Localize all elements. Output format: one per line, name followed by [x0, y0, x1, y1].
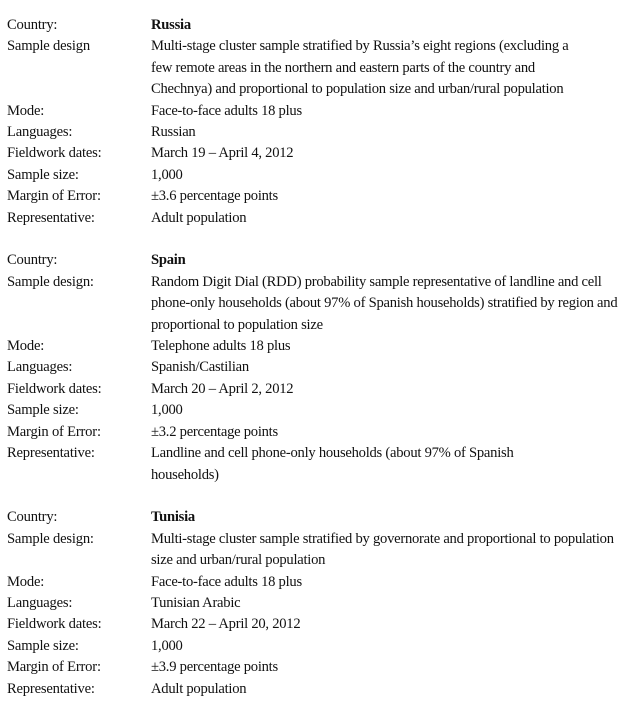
row-fieldwork-dates	[7, 379, 622, 400]
field-value: Adult population	[151, 209, 247, 226]
row-languages	[7, 122, 622, 143]
field-value: 1,000	[151, 402, 183, 419]
survey-block-russia	[7, 15, 622, 229]
field-value: ±3.6 percentage points	[151, 188, 278, 205]
field-label: Country:	[7, 252, 58, 269]
field-label: Country:	[7, 17, 58, 33]
row-representative	[7, 208, 622, 229]
country-name: Russia	[151, 17, 191, 33]
row-country	[7, 250, 622, 271]
field-value: Landline and cell phone-only households (about 97% of Spanish households)	[151, 445, 514, 483]
field-value: 1,000	[151, 166, 183, 183]
row-sample-design	[7, 36, 622, 100]
field-label: Fieldwork dates:	[7, 145, 102, 162]
survey-block-spain	[7, 250, 622, 485]
field-value: Face-to-face adults 18 plus	[151, 102, 302, 119]
row-languages	[7, 593, 622, 614]
field-label: Sample size:	[7, 637, 79, 654]
row-fieldwork-dates	[7, 143, 622, 164]
field-label: Fieldwork dates:	[7, 380, 102, 397]
row-representative	[7, 443, 622, 486]
field-value: Multi-stage cluster sample stratified by Russia’s eight regions (excluding a few remote areas in the northern and eastern parts of the country and Chechnya) and proportional to population size and urban/rural population	[151, 38, 569, 98]
field-label: Fieldwork dates:	[7, 616, 102, 633]
survey-methodology-document	[7, 15, 622, 721]
row-sample-design	[7, 272, 622, 336]
field-label: Sample size:	[7, 402, 79, 419]
field-value: March 19 – April 4, 2012	[151, 145, 294, 162]
row-representative	[7, 679, 622, 700]
field-label: Languages:	[7, 594, 73, 611]
field-value: Adult population	[151, 680, 247, 697]
field-value: Random Digit Dial (RDD) probability sample representative of landline and cell phone-only households (about 97% of Spanish households) stratified by region and proportional to population size	[151, 273, 618, 333]
row-margin-of-error	[7, 657, 622, 678]
row-languages	[7, 357, 622, 378]
country-name: Tunisia	[151, 509, 195, 526]
field-value: ±3.9 percentage points	[151, 659, 278, 676]
row-margin-of-error	[7, 186, 622, 207]
field-value: 1,000	[151, 637, 183, 654]
field-label: Margin of Error:	[7, 188, 101, 205]
field-value: Telephone adults 18 plus	[151, 338, 291, 355]
field-label: Country:	[7, 509, 58, 526]
field-label: Representative:	[7, 209, 95, 226]
field-value: Face-to-face adults 18 plus	[151, 573, 302, 590]
field-label: Languages:	[7, 124, 73, 141]
field-label: Mode:	[7, 573, 45, 590]
field-label: Sample design:	[7, 530, 94, 547]
field-label: Sample design	[7, 38, 90, 55]
row-fieldwork-dates	[7, 614, 622, 635]
field-label: Representative:	[7, 680, 95, 697]
field-value: March 22 – April 20, 2012	[151, 616, 301, 633]
field-label: Representative:	[7, 445, 95, 462]
row-sample-size	[7, 400, 622, 421]
field-label: Margin of Error:	[7, 659, 101, 676]
field-value: ±3.2 percentage points	[151, 423, 278, 440]
field-label: Margin of Error:	[7, 423, 101, 440]
row-sample-size	[7, 165, 622, 186]
field-label: Sample design:	[7, 273, 94, 290]
field-value: Tunisian Arabic	[151, 594, 241, 611]
row-mode	[7, 101, 622, 122]
row-mode	[7, 572, 622, 593]
field-label: Mode:	[7, 102, 45, 119]
field-value: Russian	[151, 124, 196, 141]
field-value: March 20 – April 2, 2012	[151, 380, 294, 397]
row-country	[7, 15, 622, 36]
survey-block-tunisia	[7, 507, 622, 700]
country-name: Spain	[151, 252, 186, 269]
field-label: Languages:	[7, 359, 73, 376]
row-country	[7, 507, 622, 528]
row-margin-of-error	[7, 422, 622, 443]
field-value: Multi-stage cluster sample stratified by governorate and proportional to population size and urban/rural population	[151, 530, 614, 569]
field-value: Spanish/Castilian	[151, 359, 249, 376]
row-mode	[7, 336, 622, 357]
field-label: Mode:	[7, 338, 45, 355]
field-label: Sample size:	[7, 166, 79, 183]
row-sample-design	[7, 529, 622, 572]
row-sample-size	[7, 636, 622, 657]
